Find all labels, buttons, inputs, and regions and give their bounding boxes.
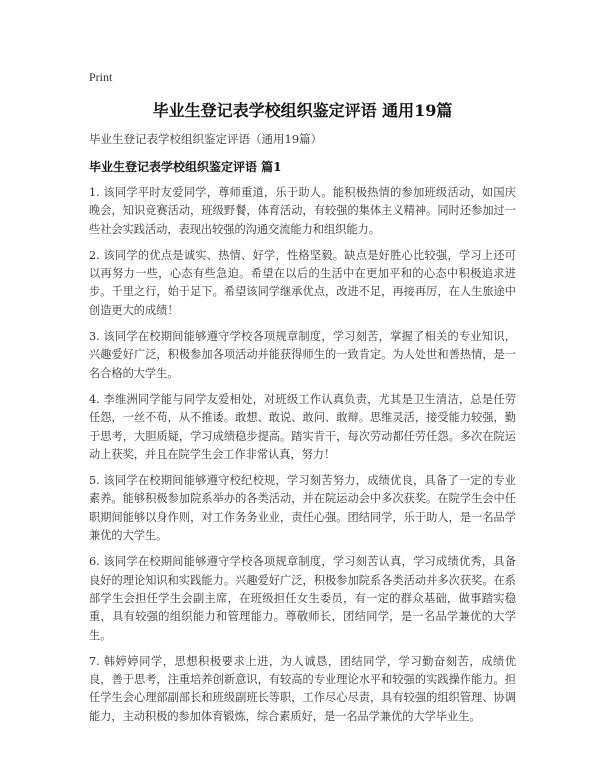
section-heading: 毕业生登记表学校组织鉴定评语 篇1	[89, 160, 282, 174]
document-subtitle: 毕业生登记表学校组织鉴定评语（通用19篇）	[89, 132, 323, 146]
paragraph-6: 6. 该同学在校期间能够遵守学校各项规章制度，学习刻苦认真，学习成绩优秀，具备良好的理论知识和实践能力。兴趣爱好广泛，积极参加院系各类活动并多次获奖。在系部学生会担任学生会副主席，在班级担任女生委员，有一定的群众基础，做事踏实稳重，具有较强的组织能力和管理能力。尊敬师长，团结同学，是一名品学兼优的大学生。	[89, 555, 516, 642]
document-page	[89, 0, 516, 776]
document-title: 毕业生登记表学校组织鉴定评语 通用19篇	[152, 101, 453, 120]
print-label[interactable]: Print	[89, 70, 113, 84]
paragraph-1: 1. 该同学平时友爱同学，尊师重道，乐于助人。能积极热情的参加班级活动，如国庆晚会，知识竞赛活动，班级野餐，体育活动，有较强的集体主义精神。同时还参加过一些社会实践活动，表现出较强的沟通交流能力和组织能力。	[89, 186, 516, 236]
paragraph-2: 2. 该同学的优点是诚实、热情、好学，性格坚毅。缺点是好胜心比较强，学习上还可以再努力一些，心态有些急迫。希望在以后的生活中在更加平和的心态中积极追求进步。千里之行，始于足下。希望该同学继承优点，改进不足，再接再厉，在人生旅途中创造更大的成绩！	[89, 248, 516, 317]
paragraph-4: 4. 李维洲同学能与同学友爱相处，对班级工作认真负责，尤其是卫生清洁，总是任劳任怨，一丝不苟，从不推诿。敢想、敢说、敢问、敢辩。思维灵活，接受能力较强，勤于思考，大胆质疑，学习成绩稳步提高。踏实肯干，每次劳动都任劳任怨。多次在院运动上获奖，并且在院学生会工作非常认真，努力！	[89, 392, 516, 461]
paragraph-5: 5. 该同学在校期间能够遵守校纪校规，学习刻苦努力，成绩优良，具备了一定的专业素养。能够积极参加院系举办的各类活动，并在院运动会中多次获奖。在院学生会中任职期间能够以身作则，对工作务务业业，责任心强。团结同学，乐于助人，是一名品学兼优的大学生。	[89, 474, 516, 543]
paragraph-list	[89, 184, 516, 734]
paragraph-7: 7. 韩婷婷同学，思想积极要求上进，为人诚恳，团结同学，学习勤奋刻苦，成绩优良，善于思考，注重培养创新意识，有较高的专业理论水平和较强的实践操作能力。担任学生会心理部副部长和班级副班长等职，工作尽心尽责，具有较强的组织管理、协调能力，主动积极的参加体育锻炼，综合素质好，是一名品学兼优的大学毕业生。	[89, 654, 516, 723]
paragraph-3: 3. 该同学在校期间能够遵守学校各项规章制度，学习刻苦，掌握了相关的专业知识，兴趣爱好广泛，积极参加各项活动并能获得师生的一致肯定。为人处世和善热情，是一名合格的大学生。	[89, 330, 516, 380]
